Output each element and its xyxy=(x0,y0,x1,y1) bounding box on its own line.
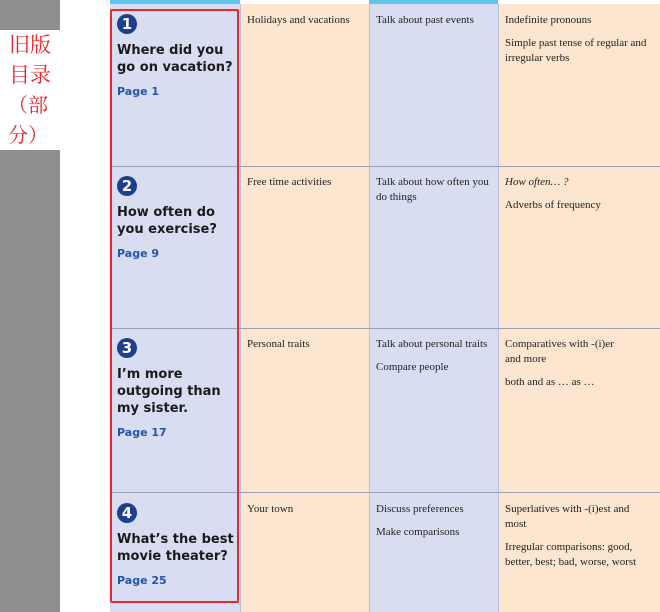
unit-number-badge: 2 xyxy=(117,176,137,196)
topic-cell xyxy=(247,13,365,36)
functions-cell xyxy=(376,337,496,383)
page-left-margin xyxy=(60,0,110,612)
function-text: Talk about past events xyxy=(376,14,474,26)
topic-text: Holidays and vacations xyxy=(247,14,350,26)
annotation-label xyxy=(0,30,60,150)
unit-title: What’s the best movie theater? xyxy=(117,532,234,564)
function-text: Compare people xyxy=(376,361,449,373)
functions-cell xyxy=(376,502,496,548)
grammar-cell xyxy=(505,175,655,221)
topic-text: Your town xyxy=(247,503,294,515)
grammar-text: Irregular comparisons: good, better, best; bad, worse, worst xyxy=(505,541,637,568)
grammar-cell xyxy=(505,502,640,578)
topic-text: Personal traits xyxy=(247,338,310,350)
function-text: Discuss preferences xyxy=(376,503,464,515)
grammar-text: Simple past tense of regular and irregular verbs xyxy=(505,37,647,64)
grammar-text: both and as … as … xyxy=(505,376,595,388)
unit-page-link[interactable]: Page 25 xyxy=(117,574,167,587)
unit-page-link[interactable]: Page 9 xyxy=(117,247,160,260)
grammar-cell xyxy=(505,337,630,398)
topic-cell xyxy=(247,175,365,198)
unit-title: I’m more outgoing than my sister. xyxy=(117,367,221,416)
topic-cell xyxy=(247,337,365,360)
grammar-text: Comparatives with -(i)er and more xyxy=(505,338,614,365)
unit-page-link[interactable]: Page 17 xyxy=(117,426,167,439)
grammar-text: How often… ? xyxy=(505,176,569,188)
column-divider xyxy=(369,4,370,612)
unit-title: How often do you exercise? xyxy=(117,205,217,237)
grammar-text: Indefinite pronouns xyxy=(505,14,592,26)
grammar-text: Adverbs of frequency xyxy=(505,199,601,211)
functions-cell xyxy=(376,175,496,213)
unit-number-badge: 4 xyxy=(117,503,137,523)
annotation-line1: 旧版目录 xyxy=(9,33,51,87)
unit-number-badge: 1 xyxy=(117,14,137,34)
column-divider xyxy=(498,4,499,612)
function-text: Make comparisons xyxy=(376,526,460,538)
column-divider xyxy=(240,4,241,612)
unit-page-link[interactable]: Page 1 xyxy=(117,85,160,98)
function-text: Talk about how often you do things xyxy=(376,176,489,203)
annotation-line2: （部分） xyxy=(8,93,48,147)
grammar-cell xyxy=(505,13,655,74)
grammar-text: Superlatives with -(i)est and most xyxy=(505,503,630,530)
topic-cell xyxy=(247,502,365,525)
unit-number-badge: 3 xyxy=(117,338,137,358)
highlight-box xyxy=(110,9,239,603)
function-text: Talk about personal traits xyxy=(376,338,488,350)
functions-cell xyxy=(376,13,496,36)
unit-title: Where did you go on vacation? xyxy=(117,43,233,75)
topic-text: Free time activities xyxy=(247,176,332,188)
